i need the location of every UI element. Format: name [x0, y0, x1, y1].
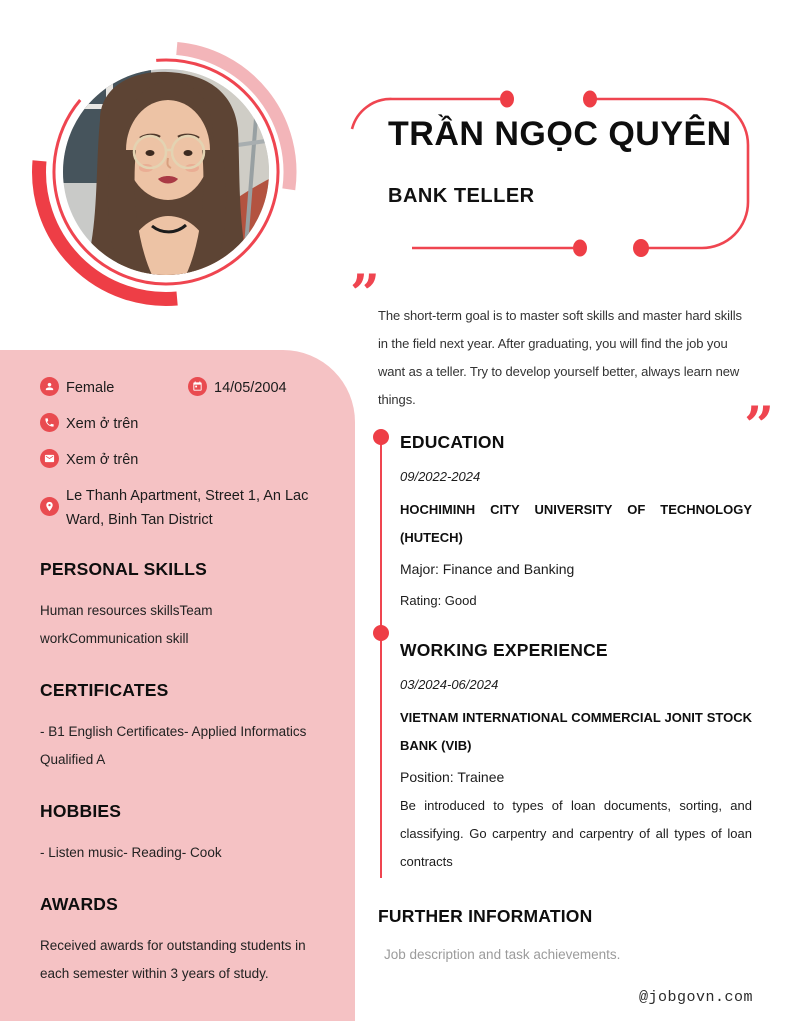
profile-photo — [63, 69, 269, 275]
profile-photo-decoration — [0, 0, 340, 340]
section-heading: CERTIFICATES — [40, 680, 169, 700]
timeline-dot-experience — [373, 625, 389, 641]
sidebar — [0, 350, 355, 1021]
section-body: - B1 English Certificates- Applied Informatics Qualified A — [40, 724, 307, 767]
education-heading: EDUCATION — [400, 432, 505, 452]
further-placeholder: Job description and task achievements. — [384, 947, 621, 962]
further-heading: FURTHER INFORMATION — [378, 906, 593, 926]
experience-section — [400, 640, 752, 876]
objective-text: The short-term goal is to master soft skills and master hard skills in the field next year. After graduating, you will find the job you want as a teller. Try to develop yourself better, always learn new things. — [378, 308, 742, 407]
section-body: Received awards for outstanding students in each semester within 3 years of study. — [40, 938, 306, 981]
person-icon — [40, 377, 59, 396]
timeline-dot-education — [373, 429, 389, 445]
header — [340, 75, 780, 265]
education-major: Major: Finance and Banking — [400, 561, 575, 577]
main-column — [378, 428, 752, 967]
section-certificates — [40, 680, 337, 774]
contact-gender-value: Female — [66, 380, 115, 396]
contact-email-value: Xem ở trên — [66, 452, 139, 468]
candidate-name: TRẦN NGỌC QUYÊN — [388, 115, 732, 153]
education-section — [400, 428, 752, 614]
education-rating: Rating: Good — [400, 593, 477, 608]
timeline-line — [380, 438, 382, 878]
further-information-section — [378, 906, 752, 967]
profile-photo-block — [0, 0, 340, 340]
contact-row-pair — [40, 376, 337, 400]
email-icon — [40, 449, 59, 468]
header-decoration-lines — [340, 75, 780, 265]
section-awards — [40, 894, 337, 988]
calendar-icon — [188, 377, 207, 396]
experience-position: Position: Trainee — [400, 769, 505, 785]
contact-phone — [40, 412, 337, 436]
education-school: HOCHIMINH CITY UNIVERSITY OF TECHNOLOGY (HUTECH) — [400, 502, 752, 545]
section-heading: PERSONAL SKILLS — [40, 559, 208, 579]
contact-birthday-value: 14/05/2004 — [214, 380, 287, 396]
experience-period: 03/2024-06/2024 — [400, 677, 499, 692]
contact-email — [40, 448, 337, 472]
section-personal-skills — [40, 559, 337, 653]
contact-gender — [40, 376, 188, 400]
contact-birthday — [188, 376, 287, 400]
contact-address — [40, 484, 337, 532]
watermark: @jobgovn.com — [638, 989, 753, 1006]
open-quote-icon: ” — [350, 264, 380, 325]
section-hobbies — [40, 801, 337, 867]
experience-heading: WORKING EXPERIENCE — [400, 640, 608, 660]
section-body: - Listen music- Reading- Cook — [40, 845, 222, 860]
section-heading: HOBBIES — [40, 801, 122, 821]
phone-icon — [40, 413, 59, 432]
section-body: Human resources skillsTeam workCommunication skill — [40, 603, 213, 646]
section-heading: AWARDS — [40, 894, 119, 914]
contact-phone-value: Xem ở trên — [66, 416, 139, 432]
experience-description: Be introduced to types of loan documents, sorting, and classifying. Go carpentry and carpentry of all types of loan contracts — [400, 798, 752, 869]
contact-address-value: Le Thanh Apartment, Street 1, An Lac Ward, Binh Tan District — [66, 488, 309, 528]
job-title: BANK TELLER — [388, 185, 535, 207]
experience-company: VIETNAM INTERNATIONAL COMMERCIAL JONIT STOCK BANK (VIB) — [400, 710, 752, 753]
education-period: 09/2022-2024 — [400, 469, 481, 484]
location-icon — [40, 497, 59, 516]
close-quote-icon: ” — [744, 396, 774, 457]
